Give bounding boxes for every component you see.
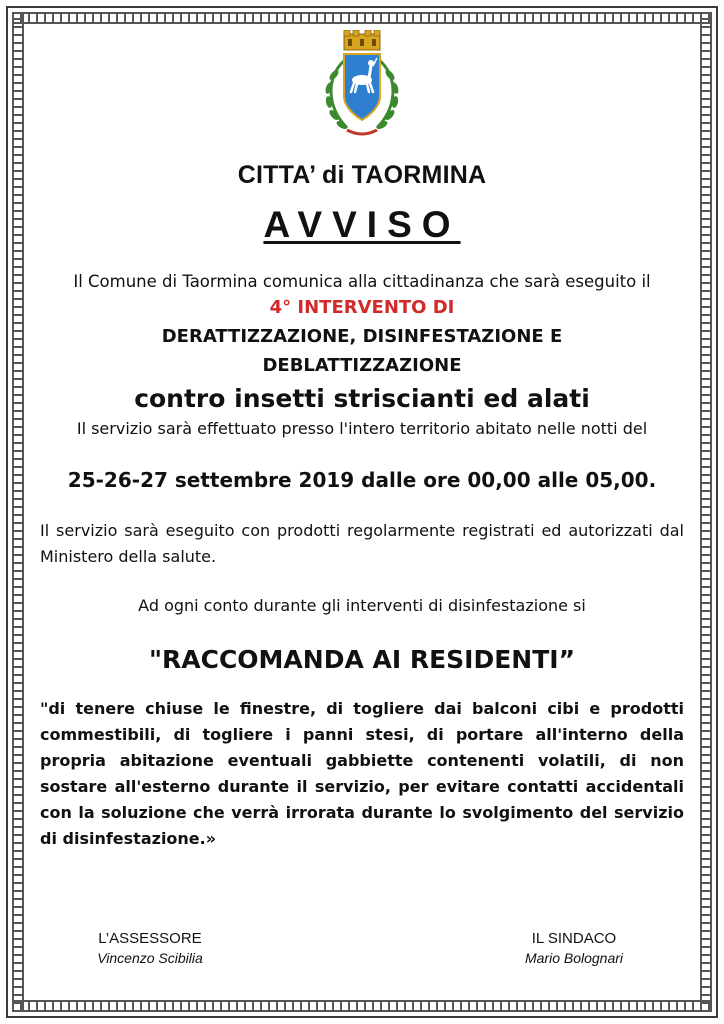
signature-role: IL SINDACO (531, 930, 617, 947)
signature-role: L’ASSESSORE (98, 930, 202, 947)
service-type-line-2: DEBLATTIZZAZIONE (262, 355, 462, 376)
signature-name: Vincenzo Scibilia (97, 950, 203, 966)
service-type-line-1: DERATTIZZAZIONE, DISINFESTAZIONE E (161, 326, 563, 347)
service-type (40, 322, 684, 380)
recommendation-intro: Ad ogni conto durante gli interventi di disinfestazione si (138, 596, 586, 615)
service-area-text: Il servizio sarà effettuato presso l'intero territorio abitato nelle notti del (76, 419, 648, 438)
border-pattern-right (700, 12, 712, 1012)
signature-sindaco (504, 930, 644, 966)
border-pattern-left (12, 12, 24, 1012)
border-pattern-top (12, 12, 712, 24)
recommendation-heading: "RACCOMANDA AI RESIDENTI” (148, 645, 576, 674)
intervention-number: 4° INTERVENTO DI (269, 297, 455, 318)
intro-text: Il Comune di Taormina comunica alla cittadinanza che sarà eseguito il (73, 272, 651, 291)
service-subject: contro insetti striscianti ed alati (134, 384, 590, 413)
signature-name: Mario Bolognari (524, 950, 624, 966)
coat-of-arms-icon (317, 30, 407, 145)
products-paragraph: Il servizio sarà eseguito con prodotti regolarmente registrati ed autorizzati dal Ministero della salute. (40, 521, 684, 566)
notice-content (40, 30, 684, 852)
notice-title: AVVISO (263, 204, 461, 245)
signatures (40, 930, 684, 980)
border-pattern-bottom (12, 1000, 712, 1012)
recommendation-text: "di tenere chiuse le finestre, di togliere dai balconi cibi e prodotti commestibili, di togliere i panni stesi, di portare all'interno della propria abitazione eventuali gabbiette contenenti volatili, di non sostare all'esterno durante il servizio, per evitare contatti accidentali con la soluzione che verrà irrorata durante lo svolgimento del servizio di disinfestazione.» (40, 699, 684, 848)
city-name: CITTA’ di TAORMINA (237, 161, 487, 189)
service-dates: 25-26-27 settembre 2019 dalle ore 00,00 alle 05,00. (67, 468, 657, 492)
signature-assessore (70, 930, 230, 966)
